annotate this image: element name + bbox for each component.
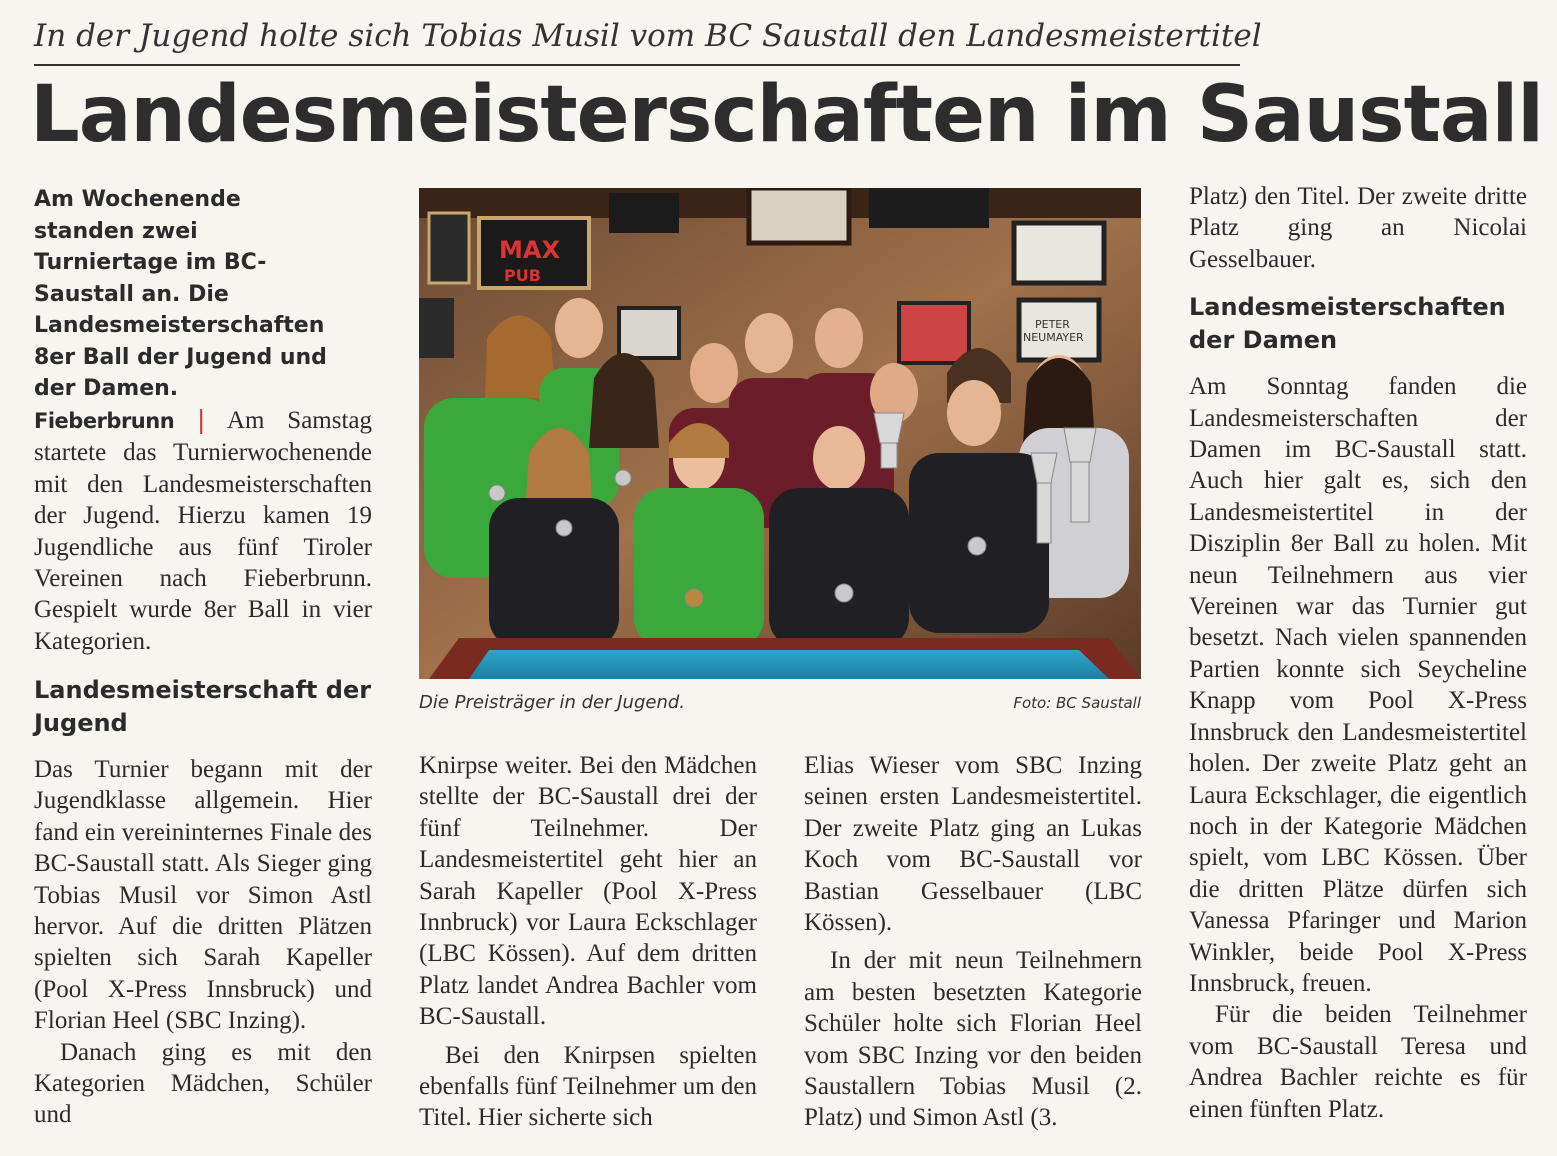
column-1-lower [34,674,372,1131]
sign-neumayer: NEUMAYER [1023,331,1084,344]
paragraph-jugendklasse: Das Turnier begann mit der Jugendklasse allgemein. Hier fand ein vereininternes Finale des BC-Saustall statt. Als Sieger ging Tobias Musil vor Simon Astl hervor. Auf die dritten Plätzen spielten sich Sarah Kapeller (Pool X-Press Innsbruck) und Florian Heel (SBC Inzing). [34,756,372,1035]
paragraph-damen: Am Sonntag fanden die Landesmeisterschaften der Damen im BC-Saustall statt. Auch hier galt es, sich den Landesmeistertitel in der Disziplin 8er Ball zu holen. Mit neun Teilnehmern aus vier Vereinen war das Turnier gut besetzt. Nach vielen spannenden Partien konnte sich Seycheline Knapp vom Pool X-Press Innsbruck den Landesmeistertitel holen. Der zweite Platz geht an Laura Eckschlager, die eigentlich noch in der Kategorie Mädchen spielt, vom LBC Kössen. Über die dritten Plätze dürfen sich Vanessa Pfaringer und Marion Winkler, beide Pool X-Press Innsbruck, freuen. [1189,373,1527,997]
photo-credit: Foto: BC Saustall [1013,694,1141,712]
article-headline: Landesmeisterschaften im Saustall [30,70,1543,160]
sign-pub: PUB [504,266,541,285]
paragraph-saustall-teilnehmer: Für die beiden Teilnehmer vom BC-Saustall Teresa und Andrea Bachler reichte es für einen fünften Platz. [1189,1001,1527,1123]
intro-paragraph: Fieberbrunn | Am Samstag startete das Turnierwochenende mit den Landesmeisterschaften der Jugend. Hierzu kamen 19 Jugendliche aus fünf Tiroler Vereinen nach Fieberbrunn. Gespielt wurde 8er Ball in vier Kategorien. [34,405,373,655]
column-4 [1189,181,1527,1125]
paragraph-schueler-end: Platz) den Titel. Der zweite dritte Platz ging an Nicolai Gesselbauer. [1189,183,1527,273]
sign-peter: PETER [1035,318,1070,331]
column-1 [34,404,372,657]
photo-caption-row [419,692,1141,713]
paragraph-schueler-start: In der mit neun Teilnehmern am besten besetzten Kategorie Schüler holte sich Florian Heel vom SBC Inzing vor den beiden Saustallern Tobias Musil (2. Platz) und Simon Astl (3. [804,947,1142,1132]
paragraph-knirpse-start: Bei den Knirpsen spielten ebenfalls fünf Teilnehmer um den Titel. Hier sicherte sich [419,1041,757,1132]
subhead-jugend: Landesmeisterschaft der Jugend [34,676,372,737]
dateline-separator: | [197,405,206,434]
column-3 [804,750,1142,1134]
article-lead: Am Wochenende standen zwei Turniertage im BC-Saustall an. Die Landesmeisterschaften 8er Ball der Jugend und der Damen. [34,187,327,401]
kicker-rule [34,64,1240,66]
article-kicker: In der Jugend holte sich Tobias Musil vom BC Saustall den Landesmeistertitel [34,18,1262,54]
paragraph-maedchen: Knirpse weiter. Bei den Mädchen stellte der BC-Saustall drei der fünf Teilnehmer. Der Landesmeistertitel geht hier an Sarah Kapeller (Pool X-Press Innbruck) vor Laura Eckschlager (LBC Kössen). Auf dem dritten Platz landet Andrea Bachler vom BC-Saustall. [419,752,757,1031]
subhead-damen: Landesmeisterschaften der Damen [1189,293,1506,355]
sign-max: MAX [499,236,560,264]
column-2 [419,750,757,1134]
photo-caption: Die Preisträger in der Jugend. [419,692,686,713]
paragraph-knirpse-end: Elias Wieser vom SBC Inzing seinen ersten Landesmeistertitel. Der zweite Platz ging an Lukas Koch vom BC-Saustall vor Bastian Gesselbauer (LBC Kössen). [804,752,1142,937]
team-photo [419,188,1141,679]
paragraph-kategorien-start: Danach ging es mit den Kategorien Mädchen, Schüler und [34,1038,372,1129]
dateline: Fieberbrunn [34,409,175,433]
